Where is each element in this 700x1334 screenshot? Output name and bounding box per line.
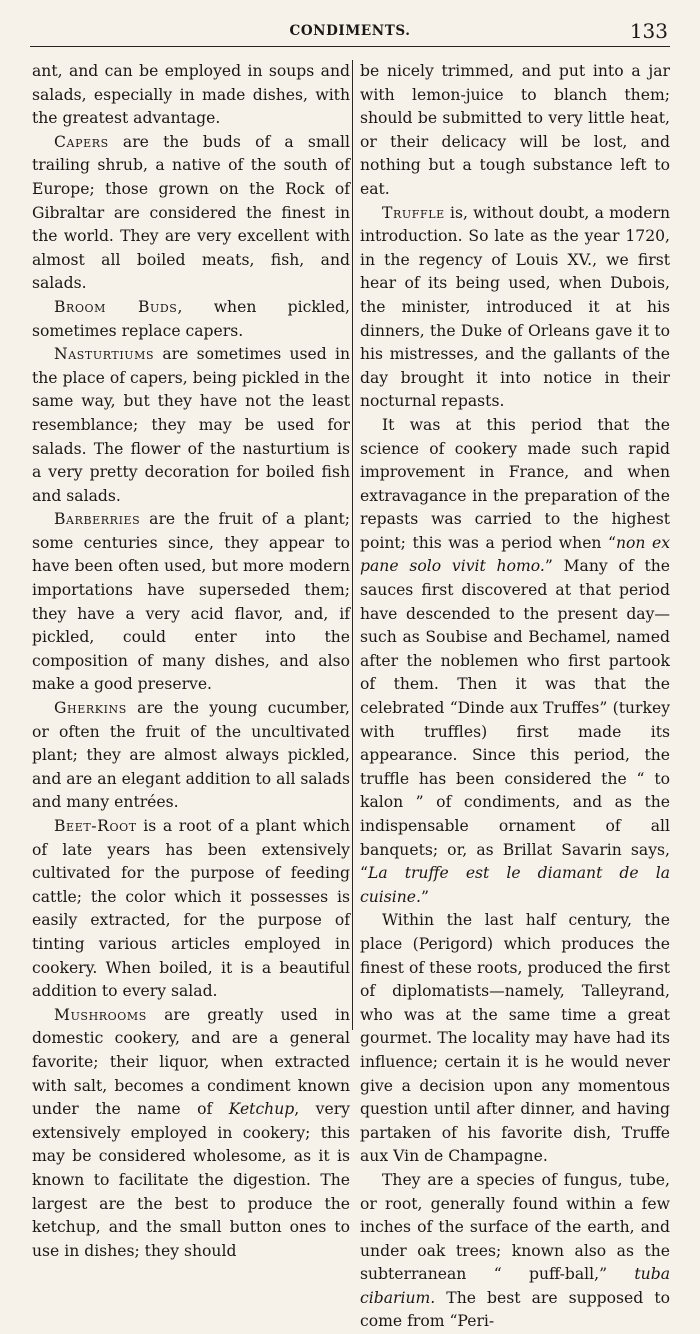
paragraph-perigord [360,909,670,1169]
paragraph-text: are the young cucumber, or often the fruit of the uncultivated plant; they are almost always pickled, and are an elegant addition to all salads and many entrées. [32,699,350,812]
paragraph-species [360,1169,670,1334]
column-divider [352,60,353,1030]
page-header [30,19,670,47]
paragraph-text: are sometimes used in the place of capers, being pickled in the same way, but they have not the least resemblance; they may be used for salads. The flower of the nasturtium is a very pretty decoration for boiled fish and salads. [32,345,350,505]
paragraph-continuation [32,60,350,131]
paragraph-mushrooms [32,1004,350,1264]
paragraph-text: It was at this period that the science of cookery made such rapid improvement in France, and when extravagance in the preparation of the repasts was carried to the highest point; this was a period when “ [360,415,670,552]
term-truffle: Truffle [382,203,445,222]
term-nasturtiums: Nasturtiums [54,345,155,364]
italic-tuba-cibarium: tuba cibarium. [360,1265,670,1307]
paragraph-text: is, without doubt, a modern introduction. So late as the year 1720, in the regency of Louis XV., we first hear of its being used, when Dubois, the minister, introduced it at his dinners, the Duke of Orleans gave it to his mistresses, and the gallants of the day brought it into notice in their nocturnal repasts. [360,203,670,411]
term-beet-root: Beet-Root [54,817,137,835]
left-column [32,60,350,1263]
paragraph-text: ” Many of the sauces first discovered at that period have descended to the present day—such as Soubise and Bechamel, named after the noblemen who first partook of them. Then it was that the celebrated “Dinde aux Truffes” (turkey with truffles) first made its appearance. Since this period, the truffle has been considered the “ to kalon ” of condiments, and as the indispensable ornament of all banquets; or, as Brillat Savarin says, “ [360,557,670,883]
term-broom-buds: Broom Buds [54,297,178,316]
paragraph-capers [32,131,350,296]
paragraph-broom-buds [32,296,350,343]
paragraph-truffle [360,202,670,414]
paragraph-text: , very extensively employed in cookery; this may be considered wholesome, as it is known to facilitate the digestion. The largest are the best to produce the ketchup, and the small button ones to use in dishes; they should [32,1100,350,1260]
italic-latin-quote: non ex pane solo vivit homo. [360,533,670,576]
paragraph-gherkins [32,697,350,815]
italic-savarin-quote: La truffe est le diamant de la cuisine. [360,864,670,906]
paragraph-nasturtiums [32,343,350,508]
paragraph-text: be nicely trimmed, and put into a jar with lemon-juice to blanch them; should be submitted to very little heat, or their delicacy will be lost, and nothing but a tough substance left to eat. [360,62,670,198]
paragraph-text: are the buds of a small trailing shrub, a native of the south of Europe; those grown on the Rock of Gibraltar are considered the finest in the world. They are very excellent with almost all boiled meats, fish, and salads. [32,132,350,293]
term-capers: Capers [54,132,109,151]
paragraph-text: are greatly used in domestic cookery, and are a general favorite; their liquor, when extracted with salt, becomes a condiment known under the name of [32,1005,350,1119]
paragraph-text: ” [420,887,429,906]
term-barberries: Barberries [54,510,141,529]
paragraph-text: , when pickled, sometimes replace capers. [32,297,350,340]
right-column [360,60,670,1334]
page-number: 133 [629,19,668,43]
running-title: CONDIMENTS. [289,23,411,39]
term-gherkins: Gherkins [54,699,127,718]
term-mushrooms: Mushrooms [54,1005,147,1024]
paragraph-text: are the fruit of a plant; some centuries since, they appear to have been often used, but more modern importations have superseded them; they have a very acid flavor, and, if pickled, could enter into the composition of many dishes, and also make a good preserve. [32,510,350,694]
paragraph-continuation [360,60,670,202]
italic-ketchup: Ketchup [228,1100,295,1119]
paragraph-text: The best are supposed to come from “Peri- [360,1288,670,1331]
paragraph-barberries [32,508,350,697]
paragraph-beet-root [32,815,350,1004]
paragraph-text: They are a species of fungus, tube, or root, generally found within a few inches of the surface of the earth, and under oak trees; known also as the subterranean “ puff-ball,” [360,1170,670,1284]
paragraph-text: Within the last half century, the place (Perigord) which produces the finest of these roots, produced the first of diplomatists—namely, Talleyrand, who was at the same time a great gourmet. The locality may have had its influence; certain it is he would never give a decision upon any momentous question until after dinner, and having partaken of his favorite dish, Truffe aux Vin de Champagne. [360,911,670,1166]
paragraph-text: is a root of a plant which of late years has been extensively cultivated for the purpose of feeding cattle; the color which it possesses is easily extracted, for the purpose of tinting various articles employed in cookery. When boiled, it is a beautiful addition to every salad. [32,817,350,1001]
paragraph-history [360,414,670,909]
paragraph-text: ant, and can be employed in soups and salads, especially in made dishes, with the greatest advantage. [32,62,350,128]
